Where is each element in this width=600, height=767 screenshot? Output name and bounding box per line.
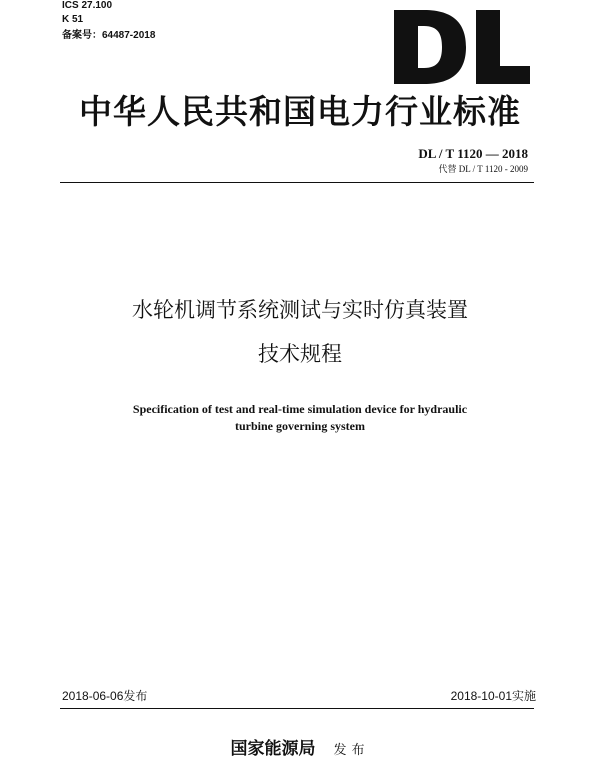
ics-code: ICS 27.100 xyxy=(62,0,113,11)
header-divider xyxy=(60,182,534,183)
registration-number: 备案号：64487-2018 xyxy=(62,30,156,41)
issuer-action: 发布 xyxy=(333,743,370,758)
footer-divider xyxy=(60,708,534,709)
issue-date: 2018-06-06发布 xyxy=(62,689,148,703)
replaces-standard: 代替 DL / T 1120 - 2009 xyxy=(438,164,528,174)
clc-code: K 51 xyxy=(62,14,84,25)
issuer xyxy=(0,734,600,759)
chinese-title-line-1: 水轮机调节系统测试与实时仿真装置 xyxy=(132,298,468,322)
dl-logo xyxy=(394,10,530,84)
chinese-title-line-2: 技术规程 xyxy=(258,342,342,366)
issuer-name: 国家能源局 xyxy=(230,739,316,759)
implementation-date: 2018-10-01实施 xyxy=(450,689,536,703)
dl-logo-d xyxy=(394,10,466,84)
dl-logo-l xyxy=(476,10,530,84)
english-title-line-1: Specification of test and real-time simulation device for hydraulic xyxy=(132,402,468,416)
standard-number: DL / T 1120 — 2018 xyxy=(418,146,528,161)
industry-standard-title: 中华人民共和国电力行业标准 xyxy=(79,92,521,131)
english-title-line-2: turbine governing system xyxy=(235,419,365,433)
